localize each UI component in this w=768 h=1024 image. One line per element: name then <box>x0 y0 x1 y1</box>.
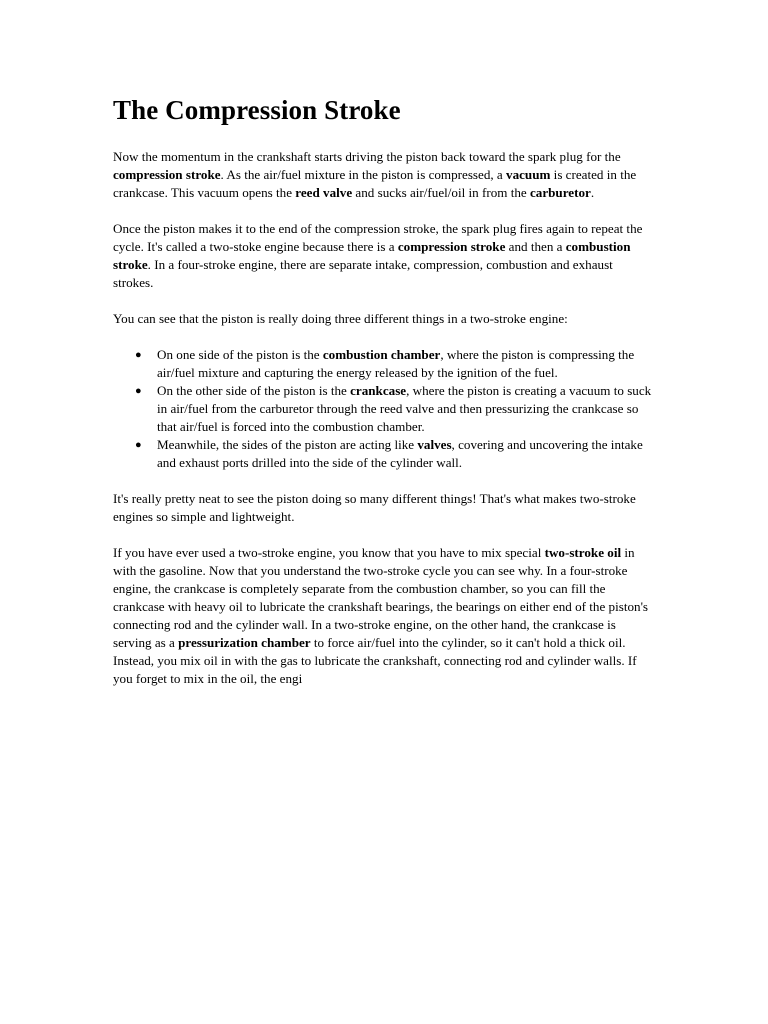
list-item <box>135 382 656 436</box>
bold-term: reed valve <box>295 185 353 200</box>
bold-term: crankcase <box>350 383 407 398</box>
text-run: , where the piston is compressing the air/fuel mixture and capturing the energy released by the ignition of the fuel. <box>157 347 635 380</box>
text-run: to force air/fuel into the cylinder, so it can't hold a thick oil. Instead, you mix oil in with the gas to lubricate the crankshaft, connecting rod and cylinder walls. If you forget to mix in the oil, the engi <box>113 635 637 686</box>
text-run: Once the piston makes it to the end of the compression stroke, the spark plug fires again to repeat the cycle. It's called a two-stoke engine because there is a <box>113 221 643 254</box>
text-run: On the other side of the piston is the <box>157 383 351 398</box>
paragraph-cycle-repeat <box>113 220 656 292</box>
bold-term: valves <box>417 437 452 452</box>
text-run: . <box>590 185 595 200</box>
list-item <box>135 436 656 472</box>
bold-term: compression stroke <box>397 239 506 254</box>
bullet-icon: ● <box>135 349 142 361</box>
document-page <box>113 93 656 706</box>
text-run: Now the momentum in the crankshaft starts driving the piston back toward the spark plug for the <box>113 149 621 164</box>
bold-term: combustion chamber <box>322 347 441 362</box>
text-run: If you have ever used a two-stroke engine, you know that you have to mix special <box>113 545 545 560</box>
bold-term: pressurization chamber <box>178 635 311 650</box>
bold-term: combustion stroke <box>113 239 631 272</box>
bold-term: two-stroke oil <box>544 545 622 560</box>
text-run: in with the gasoline. Now that you understand the two-stroke cycle you can see why. In a four-stroke engine, the crankcase is completely separate from the combustion chamber, so you can fill the crankcase with heavy oil to lubricate the crankshaft bearings, the bearings on either end of the piston's connecting rod and the cylinder wall. In a two-stroke engine, on the other hand, the crankcase is serving as a <box>113 545 649 650</box>
text-run: and then a <box>505 239 566 254</box>
bold-term: compression stroke <box>113 167 221 182</box>
bullet-list <box>113 346 656 472</box>
text-run: . In a four-stroke engine, there are separate intake, compression, combustion and exhaust strokes. <box>113 257 613 290</box>
text-run: , covering and uncovering the intake and exhaust ports drilled into the side of the cylinder wall. <box>157 437 643 470</box>
text-run: , where the piston is creating a vacuum to suck in air/fuel from the carburetor through the reed valve and then pressurizing the crankcase so that air/fuel is forced into the combustion chamber. <box>157 383 652 434</box>
text-run: and sucks air/fuel/oil in from the <box>352 185 530 200</box>
paragraph-two-stroke-oil <box>113 544 656 688</box>
paragraph-compression-intro <box>113 148 656 202</box>
text-run: On one side of the piston is the <box>157 347 323 362</box>
text-run: Meanwhile, the sides of the piston are acting like <box>157 437 418 452</box>
paragraph-three-things: You can see that the piston is really doing three different things in a two-stroke engine: <box>113 311 568 326</box>
bold-term: vacuum <box>506 167 551 182</box>
bold-term: carburetor <box>529 185 591 200</box>
page-title: The Compression Stroke <box>113 95 401 125</box>
bullet-icon: ● <box>135 439 142 451</box>
list-item <box>135 346 656 382</box>
text-run: . As the air/fuel mixture in the piston is compressed, a <box>220 167 507 182</box>
text-run: is created in the crankcase. This vacuum opens the <box>113 167 637 200</box>
bullet-icon: ● <box>135 385 142 397</box>
paragraph-neat: It's really pretty neat to see the piston doing so many different things! That's what makes two-stroke engines so simple and lightweight. <box>113 491 636 524</box>
